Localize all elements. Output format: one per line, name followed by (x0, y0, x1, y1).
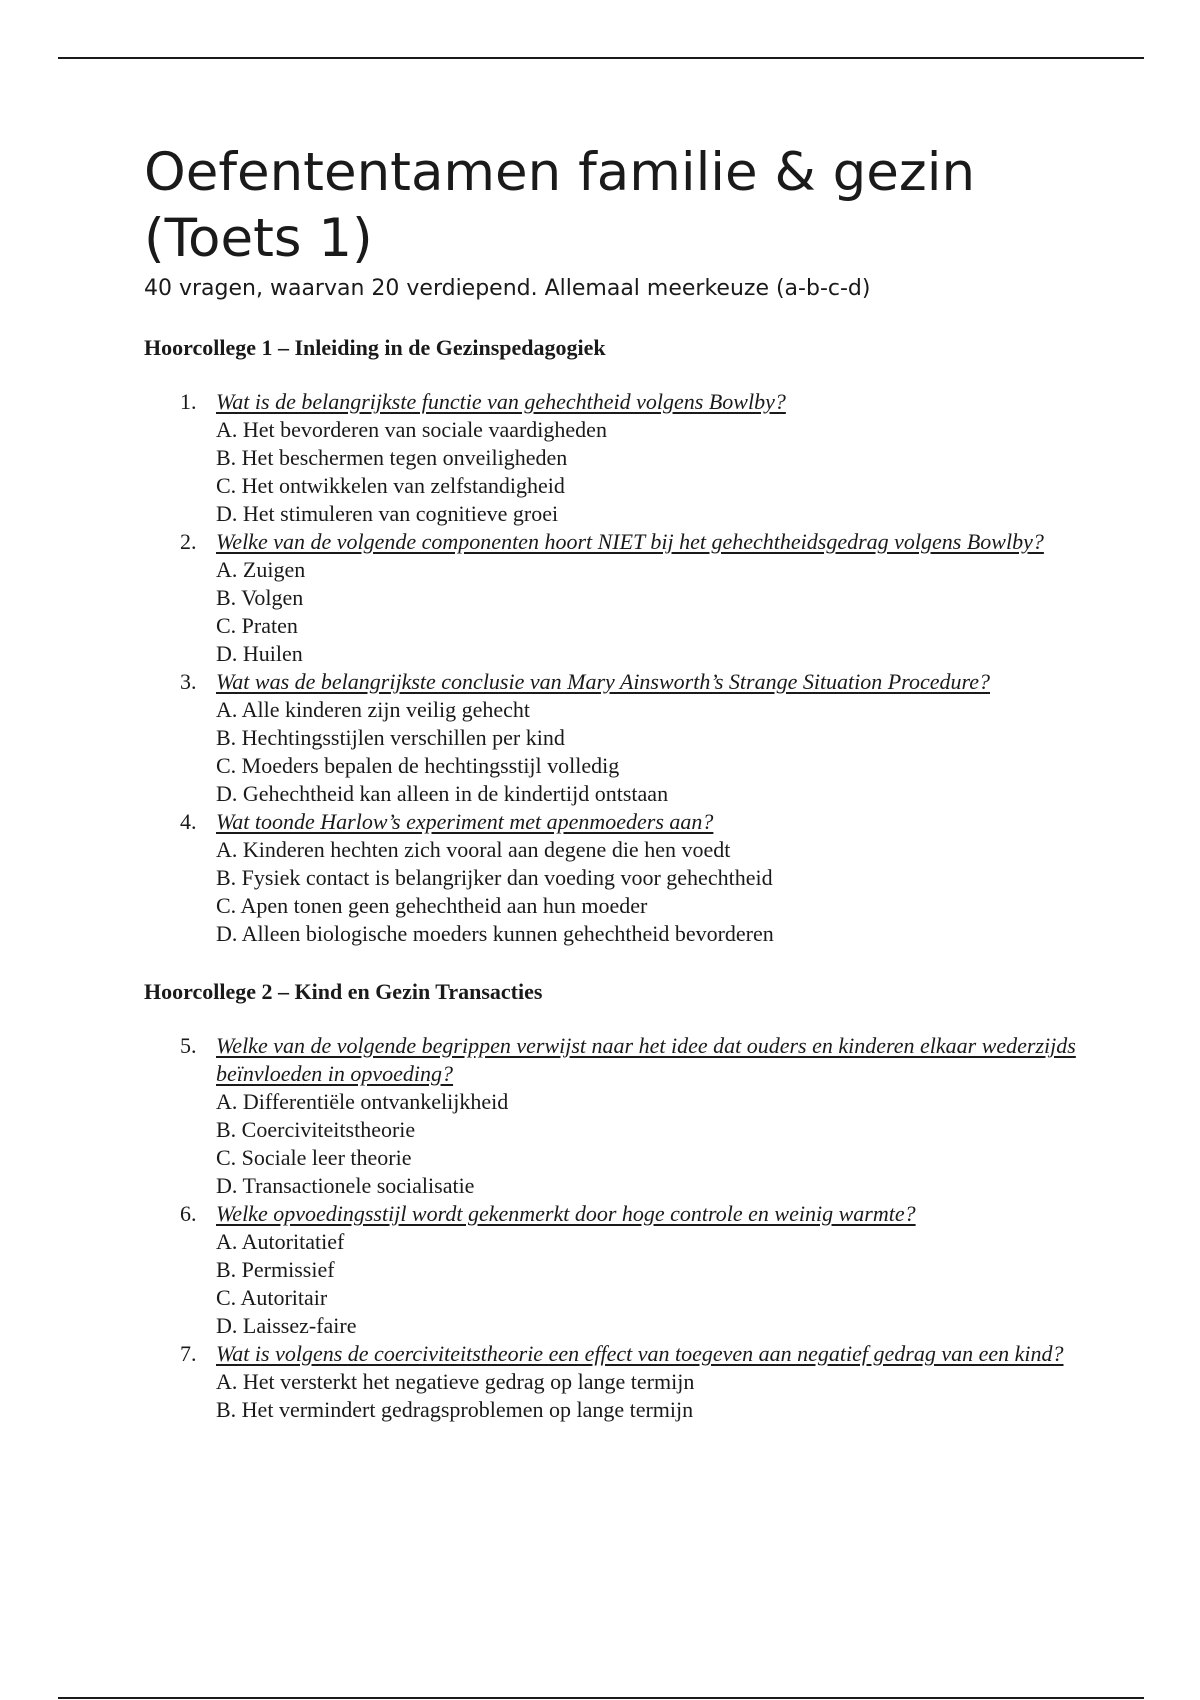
section-hoorcollege-2 (144, 978, 1084, 1424)
answer-option-a: A. Kinderen hechten zich vooral aan degene die hen voedt (216, 837, 731, 862)
answer-option-c: C. Het ontwikkelen van zelfstandigheid (216, 473, 565, 498)
question-list (144, 1032, 1084, 1424)
answer-option-b: B. Volgen (216, 585, 304, 610)
section-hoorcollege-1 (144, 334, 1084, 948)
question-number: 1. (180, 389, 197, 414)
question-4 (144, 808, 1084, 948)
answer-option-a: A. Zuigen (216, 557, 306, 582)
answer-option-d: D. Laissez-faire (216, 1313, 357, 1338)
question-number: 5. (180, 1033, 197, 1058)
section-heading: Hoorcollege 2 – Kind en Gezin Transacties (144, 979, 543, 1004)
answer-option-b: B. Het vermindert gedragsproblemen op lange termijn (216, 1397, 694, 1422)
question-text: Wat was de belangrijkste conclusie van Mary Ainsworth’s Strange Situation Procedure? (216, 669, 991, 694)
question-text: Welke van de volgende begrippen verwijst naar het idee dat ouders en kinderen elkaar wederzijds beïnvloeden in opvoeding? (216, 1033, 1076, 1086)
answer-option-c: C. Apen tonen geen gehechtheid aan hun moeder (216, 893, 648, 918)
answer-option-d: D. Alleen biologische moeders kunnen gehechtheid bevorderen (216, 921, 774, 946)
answer-option-d: D. Huilen (216, 641, 303, 666)
question-number: 7. (180, 1341, 197, 1366)
question-text: Welke opvoedingsstijl wordt gekenmerkt door hoge controle en weinig warmte? (216, 1201, 916, 1226)
answer-option-c: C. Autoritair (216, 1285, 328, 1310)
question-list (144, 388, 1084, 948)
answer-option-c: C. Praten (216, 613, 298, 638)
answer-option-a: A. Alle kinderen zijn veilig gehecht (216, 697, 531, 722)
answer-option-d: D. Transactionele socialisatie (216, 1173, 475, 1198)
question-3 (144, 668, 1084, 808)
answer-option-b: B. Het beschermen tegen onveiligheden (216, 445, 568, 470)
question-6 (144, 1200, 1084, 1340)
answer-option-a: A. Het versterkt het negatieve gedrag op lange termijn (216, 1369, 695, 1394)
answer-option-d: D. Het stimuleren van cognitieve groei (216, 501, 559, 526)
answer-option-b: B. Coerciviteitstheorie (216, 1117, 416, 1142)
document-title: Oefententamen familie & gezin (Toets 1) (144, 142, 976, 269)
answer-option-a: A. Autoritatief (216, 1229, 345, 1254)
question-number: 3. (180, 669, 197, 694)
question-2 (144, 528, 1084, 668)
answer-option-b: B. Hechtingsstijlen verschillen per kind (216, 725, 565, 750)
answer-option-a: A. Differentiële ontvankelijkheid (216, 1089, 509, 1114)
question-text: Wat is de belangrijkste functie van gehechtheid volgens Bowlby? (216, 389, 786, 414)
question-number: 6. (180, 1201, 197, 1226)
question-5 (144, 1032, 1084, 1200)
answer-option-b: B. Permissief (216, 1257, 335, 1282)
answer-option-c: C. Sociale leer theorie (216, 1145, 412, 1170)
section-heading: Hoorcollege 1 – Inleiding in de Gezinspedagogiek (144, 335, 606, 360)
document-subtitle: 40 vragen, waarvan 20 verdiepend. Allemaal meerkeuze (a-b-c-d) (144, 276, 871, 301)
question-number: 4. (180, 809, 197, 834)
top-rule (58, 57, 1144, 59)
bottom-rule (58, 1697, 1144, 1699)
answer-option-d: D. Gehechtheid kan alleen in de kindertijd ontstaan (216, 781, 669, 806)
question-text: Wat is volgens de coerciviteitstheorie een effect van toegeven aan negatief gedrag van een kind? (216, 1341, 1064, 1366)
question-1 (144, 388, 1084, 528)
answer-option-c: C. Moeders bepalen de hechtingsstijl volledig (216, 753, 620, 778)
document-body (144, 140, 1084, 1424)
question-text: Welke van de volgende componenten hoort NIET bij het gehechtheidsgedrag volgens Bowlby? (216, 529, 1044, 554)
question-text: Wat toonde Harlow’s experiment met apenmoeders aan? (216, 809, 714, 834)
question-number: 2. (180, 529, 197, 554)
answer-option-a: A. Het bevorderen van sociale vaardigheden (216, 417, 607, 442)
answer-option-b: B. Fysiek contact is belangrijker dan voeding voor gehechtheid (216, 865, 773, 890)
question-7 (144, 1340, 1084, 1424)
